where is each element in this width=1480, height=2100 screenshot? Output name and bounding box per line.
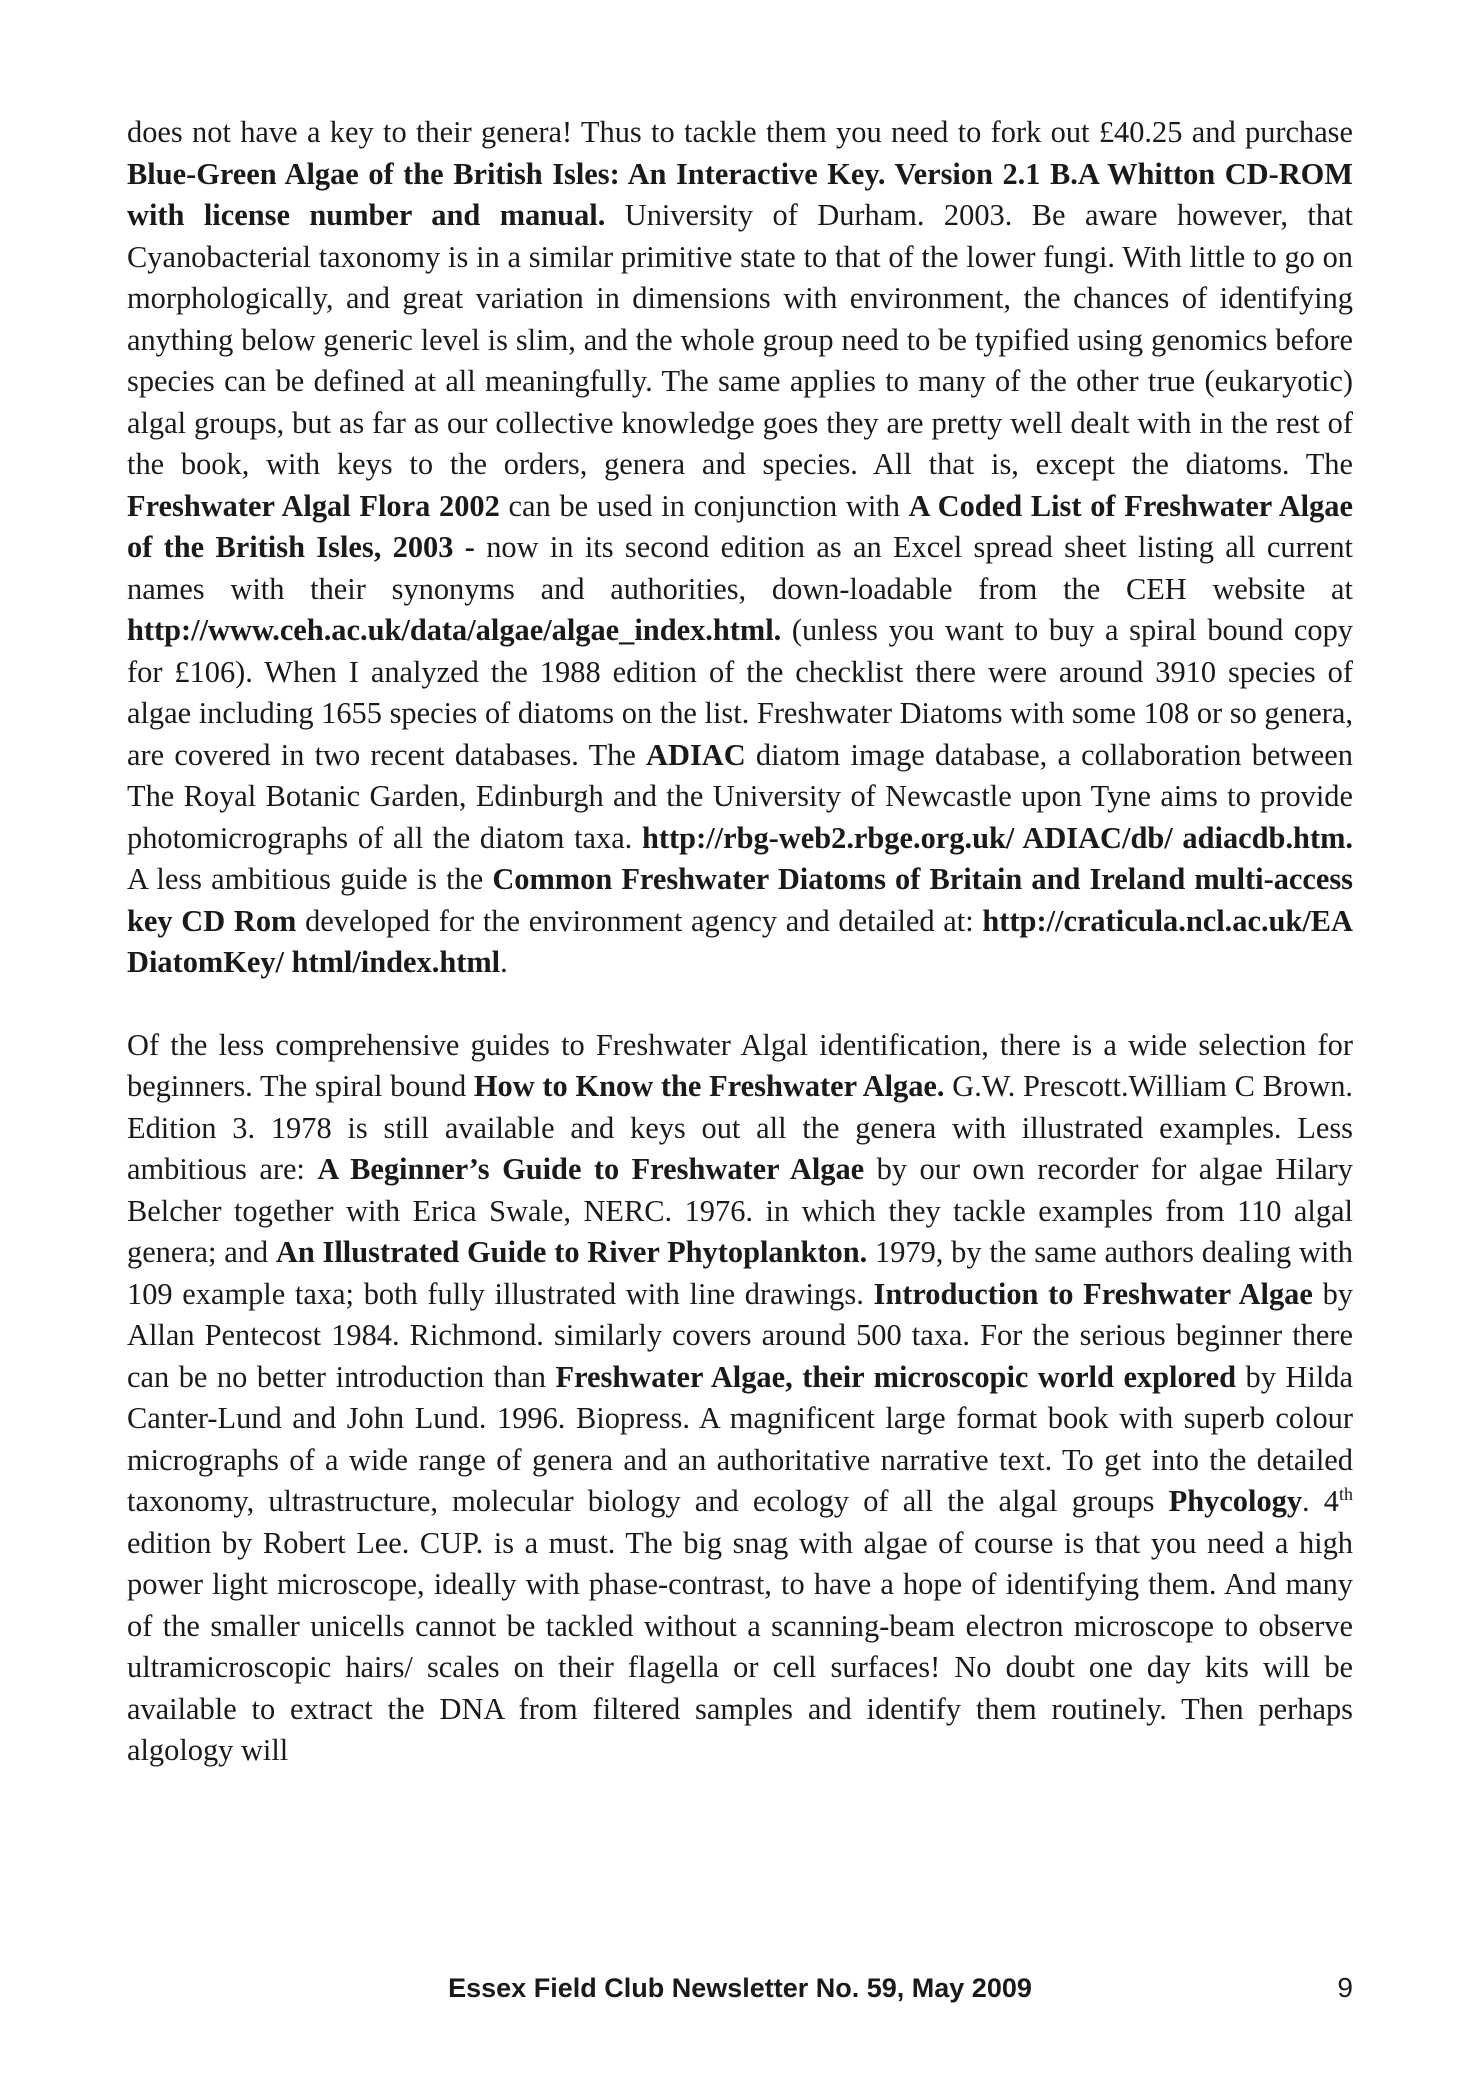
bold-reference: ADIAC [646,737,746,772]
page-body [127,112,1353,1772]
text-run: now in its second edition as an Excel spread sheet listing all current names with their synonyms and authorities, down-loadable from the CEH website at [127,530,1353,606]
text-run: can be used in conjunction with [499,488,909,523]
text-run: by Allan Pentecost 1984. Richmond. similarly covers around 500 taxa. For the serious beginner there can be no better introduction than [127,1276,1353,1394]
text-run: Of the less comprehensive guides to Freshwater Algal identification, there is a wide selection for beginners. The spiral bound [127,1027,1353,1103]
text-run: developed for the environment agency and detailed at: [296,903,983,938]
bold-reference: http://rbg-web2.rbge.org.uk/ ADIAC/db/ adiacdb.htm. [642,820,1353,855]
bold-reference: Introduction to Freshwater Algae [873,1276,1313,1311]
page-number: 9 [1337,1972,1353,2003]
text-run: by Hilda Canter-Lund and John Lund. 1996. Biopress. A magnificent large format book with superb colour micrographs of a wide range of genera and an authoritative narrative text. To get into the detailed taxonomy, ultrastructure, molecular biology and ecology of all the algal groups [127,1359,1353,1518]
bold-reference: A Beginner’s Guide to Freshwater Algae [317,1152,865,1186]
text-run: A less ambitious guide is the [127,862,493,896]
text-run: G.W. Prescott.William C Brown. Edition 3. 1978 is still available and keys out all the genera with illustrated examples. Less ambitious are: [127,1069,1353,1186]
bold-reference: Freshwater Algal Flora 2002 [127,488,500,523]
paragraph-beginner-guides [127,1025,1353,1772]
bold-reference: Blue-Green Algae of the British Isles: An Interactive Key. Version 2.1 B.A Whitton CD-ROM with license number and manual. [127,156,1353,232]
text-run: edition by Robert Lee. CUP. is a must. The big snag with algae of course is that you need a high power light microscope, ideally with phase-contrast, to have a hope of identifying them. And many of the smaller unicells cannot be tackled without a scanning-beam electron microscope to observe ultramicroscopic hairs/ scales on their flagella or cell surfaces! No doubt one day kits will be available to extract the DNA from filtered samples and identify them routinely. Then perhaps algology will [127,1525,1353,1767]
bold-reference: http://www.ceh.ac.uk/data/algae/algae_index.html. [127,613,782,647]
text-run: University of Durham. 2003. Be aware however, that Cyanobacterial taxonomy is in a similar primitive state to that of the lower fungi. With little to go on morphologically, and great variation in dimensions with environment, the chances of identifying anything below generic level is slim, and the whole group need to be typified using genomics before species can be defined at all meaningfully. The same applies to many of the other true (eukaryotic) algal groups, but as far as our collective knowledge goes they are pretty well dealt with in the rest of the book, with keys to the orders, genera and species. All that is, except the diatoms. The [127,198,1353,481]
ordinal-superscript: th [1339,1483,1354,1504]
bold-reference: How to Know the Freshwater Algae. [473,1069,945,1103]
text-run: diatom image database, a collaboration between The Royal Botanic Garden, Edinburgh and the University of Newcastle upon Tyne aims to provide photomicrographs of all the diatom taxa. [127,737,1353,855]
bold-reference: An Illustrated Guide to River Phytoplankton. [275,1235,868,1269]
text-run: . 4 [1302,1484,1339,1518]
text-run: does not have a key to their genera! Thus to tackle them you need to fork out £40.25 and purchase [127,115,1353,149]
text-run: . [500,945,508,979]
bold-reference: Freshwater Algae, their microscopic world explored [555,1359,1236,1394]
bold-reference: http://craticula.ncl.ac.uk/EA DiatomKey/ html/index.html [127,903,1353,979]
paragraph-diatom-resources [127,112,1353,984]
text-run: (unless you want to buy a spiral bound copy for £106). When I analyzed the 1988 edition of the checklist there were around 3910 species of algae including 1655 species of diatoms on the list. Freshwater Diatoms with some 108 or so genera, are covered in two recent databases. The [127,613,1353,772]
bold-reference: A Coded List of Freshwater Algae of the British Isles, 2003 - [127,488,1353,564]
bold-reference: Phycology [1168,1484,1303,1518]
newsletter-title: Essex Field Club Newsletter No. 59, May 2009 [448,1973,1032,2003]
bold-reference: Common Freshwater Diatoms of Britain and Ireland multi-access key CD Rom [127,862,1354,938]
page-footer [127,1968,1353,2008]
text-run: 1979, by the same authors dealing with 109 example taxa; both fully illustrated with line drawings. [127,1235,1353,1311]
text-run: by our own recorder for algae Hilary Belcher together with Erica Swale, NERC. 1976. in which they tackle examples from 110 algal genera; and [127,1152,1354,1269]
